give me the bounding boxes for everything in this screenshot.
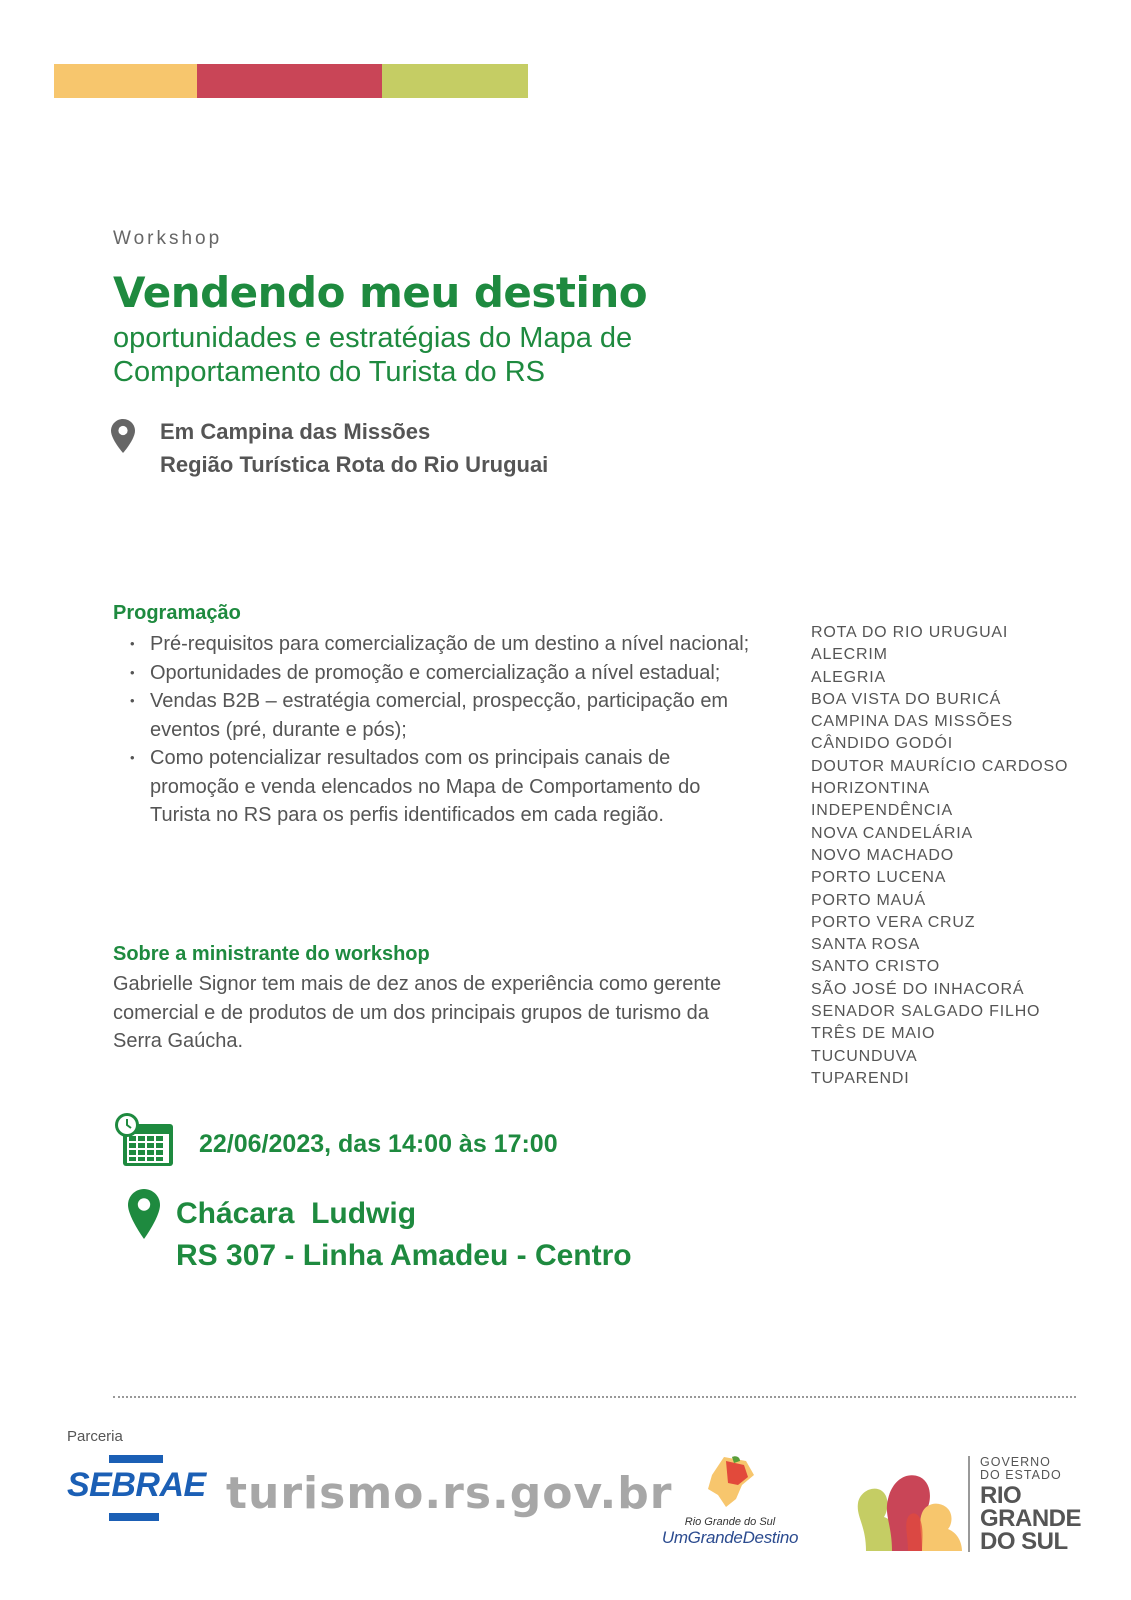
calendar-clock-icon xyxy=(113,1112,175,1173)
rs-map-icon xyxy=(702,1455,758,1509)
venue-text xyxy=(176,1193,632,1277)
city-item: PORTO VERA CRUZ xyxy=(811,913,976,931)
turismo-url: turismo.rs.gov.br xyxy=(226,1468,673,1519)
sebrae-logo xyxy=(67,1455,217,1529)
city-item: SANTO CRISTO xyxy=(811,958,941,976)
stripe-yellow xyxy=(54,64,197,98)
gov-state-line2: GRANDE xyxy=(980,1505,1082,1532)
city-item: TUCUNDUVA xyxy=(811,1047,918,1065)
color-stripe xyxy=(54,64,528,98)
stripe-red xyxy=(197,64,382,98)
city-item: INDEPENDÊNCIA xyxy=(811,802,953,820)
city-item: SANTA ROSA xyxy=(811,936,921,954)
list-item: • Pré-requisitos para comercialização de um destino a nível nacional; xyxy=(130,630,750,659)
gov-state-name xyxy=(980,1484,1081,1553)
list-item: • Vendas B2B – estratégia comercial, prospecção, participação em eventos (pré, durante e pós); xyxy=(130,687,750,744)
city-item: ROTA DO RIO URUGUAI xyxy=(811,624,1009,641)
map-pin-icon xyxy=(110,418,136,459)
city-item: ALEGRIA xyxy=(811,668,886,686)
location-text xyxy=(160,415,548,481)
list-item: • Oportunidades de promoção e comercialização a nível estadual; xyxy=(130,659,750,688)
list-item: • Como potencializar resultados com os principais canais de promoção e venda elencados no Mapa de Comportamento do Turista no RS para os perfis identificados em cada região. xyxy=(130,744,750,830)
gov-state-line1: RIO xyxy=(980,1482,1022,1509)
programacao-list xyxy=(130,630,750,830)
city-item: SÃO JOSÉ DO INHACORÁ xyxy=(811,980,1025,998)
city-item: TRÊS DE MAIO xyxy=(811,1025,936,1043)
location-region: Região Turística Rota do Rio Uruguai xyxy=(160,452,549,477)
sebrae-wordmark: SEBRAE xyxy=(67,1466,206,1504)
about-text: Gabrielle Signor tem mais de dez anos de experiência como gerente comercial e de produtos de um dos principais grupos de turismo da Serra Gaúcha. xyxy=(113,973,722,1052)
city-item: SENADOR SALGADO FILHO xyxy=(811,1003,1041,1021)
venue-name: Chácara Ludwig xyxy=(176,1197,417,1230)
city-item: PORTO LUCENA xyxy=(811,869,947,887)
city-item: DOUTOR MAURÍCIO CARDOSO xyxy=(811,757,1069,775)
city-item: NOVO MACHADO xyxy=(811,846,954,864)
city-item: ALECRIM xyxy=(811,646,888,664)
city-item: PORTO MAUÁ xyxy=(811,891,926,909)
eyebrow: Workshop xyxy=(113,228,223,249)
city-item: CÂNDIDO GODÓI xyxy=(811,735,953,753)
gov-divider xyxy=(968,1456,970,1552)
city-item: TUPARENDI xyxy=(811,1069,910,1087)
city-list xyxy=(811,622,1068,1090)
venue-address: RS 307 - Linha Amadeu - Centro xyxy=(176,1239,632,1272)
city-item: CAMPINA DAS MISSÕES xyxy=(811,713,1013,731)
programacao-heading: Programação xyxy=(113,602,241,624)
stripe-lime xyxy=(382,64,528,98)
location-city: Em Campina das Missões xyxy=(160,419,431,444)
gov-label-line2: DO ESTADO xyxy=(980,1468,1062,1482)
venue-pin-icon xyxy=(127,1188,161,1245)
parceria-label: Parceria xyxy=(67,1428,123,1445)
page-subtitle: oportunidades e estratégias do Mapa de Comportamento do Turista do RS xyxy=(113,322,633,388)
rsd-slogan: UmGrandeDestino xyxy=(661,1528,799,1547)
rs-destino-logo xyxy=(660,1455,800,1548)
event-date: 22/06/2023, das 14:00 às 17:00 xyxy=(199,1130,558,1158)
city-item: BOA VISTA DO BURICÁ xyxy=(811,690,1002,708)
about-heading: Sobre a ministrante do workshop xyxy=(113,943,430,965)
gov-state-line3: DO SUL xyxy=(980,1528,1068,1555)
gov-figures-icon xyxy=(848,1455,966,1556)
gov-label-line1: GOVERNO xyxy=(980,1455,1051,1469)
gov-label xyxy=(980,1456,1062,1482)
rsd-state: Rio Grande do Sul xyxy=(684,1516,776,1528)
city-item: HORIZONTINA xyxy=(811,780,931,798)
page-title: Vendendo meu destino xyxy=(113,268,648,317)
city-item: NOVA CANDELÁRIA xyxy=(811,824,973,842)
footer-divider xyxy=(113,1396,1076,1398)
